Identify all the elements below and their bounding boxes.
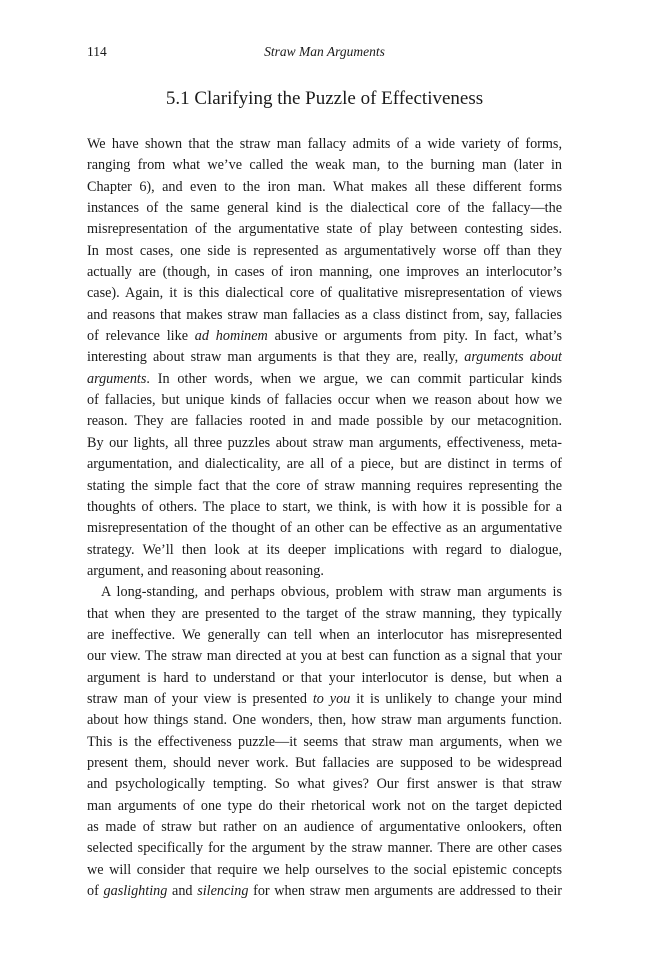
text-run: stating the simple fact that the core of straw manning requires representing the [87, 477, 562, 494]
text-run: that when they are presented to the target of the straw manning, they typically [87, 605, 562, 622]
italic-term: arguments [87, 370, 147, 387]
italic-term: arguments about [464, 349, 562, 366]
text-line [87, 198, 562, 219]
text-run: interesting about straw man arguments is that they are, really, [87, 349, 465, 366]
text-line [87, 646, 562, 667]
paragraph-1 [87, 134, 562, 582]
text-run: argument, and reasoning about reasoning. [87, 562, 324, 579]
text-run: of [87, 883, 104, 900]
text-line [87, 433, 562, 454]
text-line [87, 454, 562, 475]
text-run: argumentation, and dialecticality, are all of a piece, but are distinct in terms of [87, 456, 562, 473]
text-run: about how things stand. One wonders, then, how straw man arguments function. [87, 712, 562, 729]
text-run: case). Again, it is this dialectical core of qualitative misrepresentation of views [87, 285, 562, 302]
text-line [87, 796, 562, 817]
italic-term: gaslighting [103, 883, 168, 900]
text-line [87, 582, 562, 603]
text-run: it is unlikely to change your mind [350, 690, 562, 707]
italic-term: silencing [197, 883, 249, 900]
text-line [87, 369, 562, 390]
text-line [87, 625, 562, 646]
text-run: selected specifically for the argument by the straw manner. There are other cases [87, 840, 562, 857]
text-run: for when straw men arguments are addressed to their [248, 883, 562, 900]
text-line [87, 860, 562, 881]
text-line [87, 177, 562, 198]
text-run: ranging from what we’ve called the weak man, to the burning man (later in [87, 157, 562, 174]
text-line [87, 497, 562, 518]
text-run: By our lights, all three puzzles about straw man arguments, effectiveness, meta- [87, 434, 562, 451]
text-run: misrepresentation of the argumentative state of play between contesting sides. [87, 221, 562, 238]
paragraph-2 [87, 582, 562, 902]
text-run: strategy. We’ll then look at its deeper implications with regard to dialogue, [87, 541, 562, 558]
text-run: of relevance like [87, 328, 195, 345]
text-line [87, 881, 562, 902]
text-run: present them, should never work. But fallacies are supposed to be widespread [87, 754, 562, 771]
text-line [87, 347, 562, 368]
text-line [87, 411, 562, 432]
text-line [87, 561, 562, 582]
body-text [87, 134, 562, 902]
text-run: This is the effectiveness puzzle—it seems that straw man arguments, when we [87, 733, 562, 750]
text-run: as made of straw but rather on an audience of argumentative onlookers, often [87, 819, 562, 835]
text-run: argument is hard to understand or that your interlocutor is dense, but when a [87, 669, 562, 686]
text-run: of fallacies, but unique kinds of fallacies occur when we reason about how we [87, 392, 562, 409]
text-run: reason. They are fallacies rooted in and made possible by our metacognition. [87, 413, 562, 430]
text-line [87, 817, 562, 838]
text-line [87, 753, 562, 774]
text-line [87, 155, 562, 176]
text-run: instances of the same general kind is the dialectical core of the fallacy—the [87, 200, 562, 217]
italic-term: ad hominem [194, 328, 268, 345]
text-line [87, 134, 562, 155]
text-line [87, 774, 562, 795]
text-run: thoughts of others. The place to start, we think, is with how it is possible for a [87, 498, 562, 515]
text-line [87, 219, 562, 240]
text-run: we will consider that require we help ourselves to the social epistemic concepts [87, 861, 562, 878]
text-line [87, 283, 562, 304]
text-line [87, 604, 562, 625]
text-line [87, 668, 562, 689]
text-run: misrepresentation of the thought of an other can be effective as an argumentative [87, 520, 562, 537]
text-run: actually are (though, in cases of iron manning, one improves an interlocutor’s [87, 264, 562, 281]
text-run: are ineffective. We generally can tell when an interlocutor has misrepresented [87, 626, 562, 643]
running-head [87, 44, 562, 64]
text-run: our view. The straw man directed at you at best can function as a signal that your [87, 648, 562, 665]
text-line [87, 838, 562, 859]
text-run: straw man of your view is presented [87, 690, 313, 707]
text-run: A long-standing, and perhaps obvious, problem with straw man arguments is [101, 584, 562, 601]
text-line [87, 262, 562, 283]
text-run: We have shown that the straw man fallacy admits of a wide variety of forms, [87, 136, 562, 152]
text-line [87, 241, 562, 262]
section-heading: 5.1 Clarifying the Puzzle of Effectiveness [165, 88, 484, 109]
text-run: man arguments of one type do their rhetorical work not on the target depicted [87, 797, 562, 814]
text-line [87, 540, 562, 561]
italic-term: to you [312, 690, 351, 707]
text-line [87, 305, 562, 326]
text-run: abusive or arguments from pity. In fact, what’s [267, 328, 562, 345]
text-line [87, 732, 562, 753]
text-line [87, 710, 562, 731]
page-number: 114 [87, 44, 107, 59]
text-line [87, 476, 562, 497]
text-run: and reasons that makes straw man fallacies as a class distinct from, say, fallacies [87, 306, 562, 323]
text-run: . In other words, when we argue, we can commit particular kinds [146, 370, 562, 387]
text-run: Chapter 6), and even to the iron man. What makes all these different forms [87, 178, 562, 195]
text-run: and psychologically tempting. So what gives? Our first answer is that straw [87, 776, 562, 793]
text-line [87, 689, 562, 710]
text-line [87, 390, 562, 411]
text-line [87, 326, 562, 347]
text-run: and [167, 883, 198, 900]
text-line [87, 518, 562, 539]
running-title: Straw Man Arguments [264, 44, 385, 59]
text-run: In most cases, one side is represented as argumentatively worse off than they [87, 242, 562, 259]
